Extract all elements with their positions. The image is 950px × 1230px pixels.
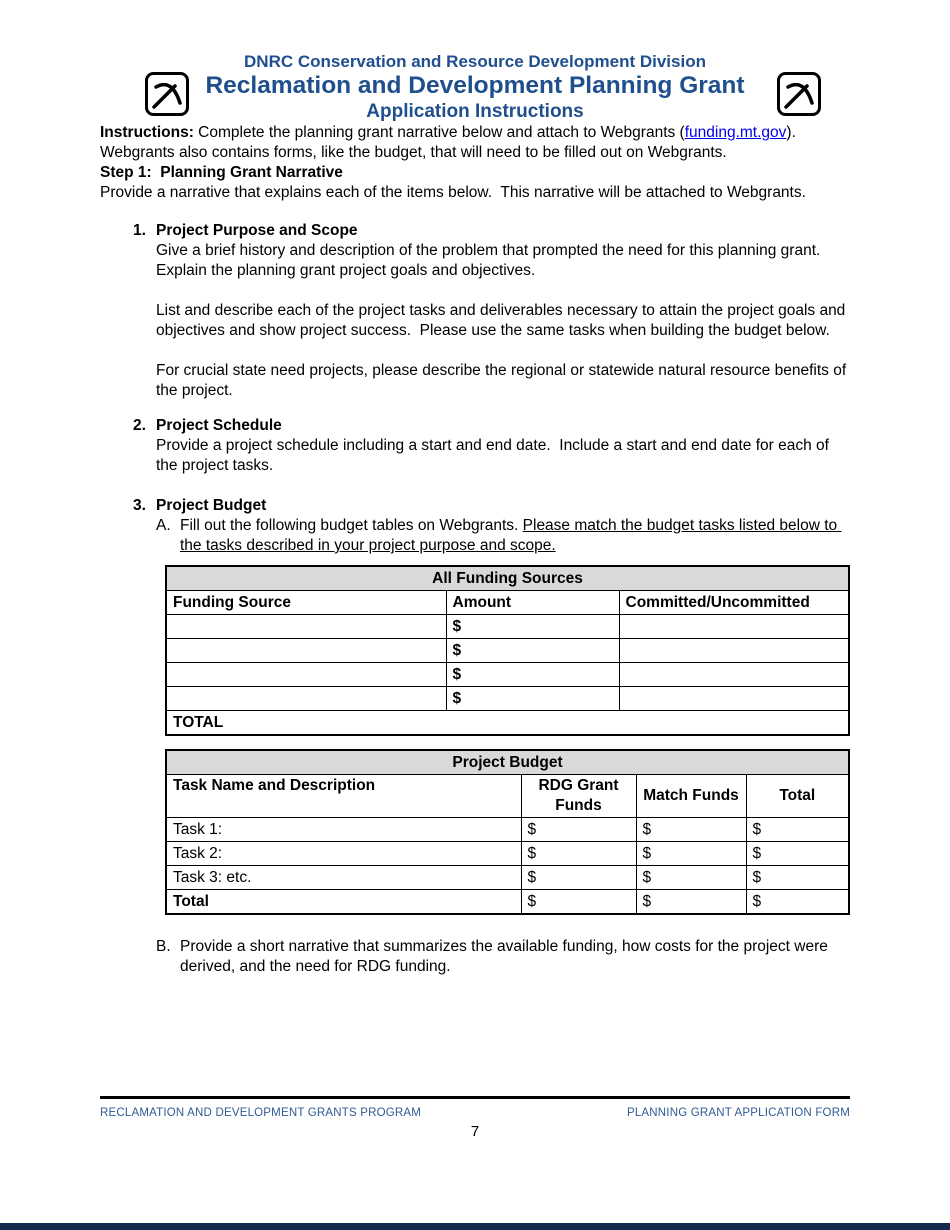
column-header-text: Task Name and Description <box>173 777 376 794</box>
item1-heading-text: Project Purpose and Scope <box>156 222 358 239</box>
sub-item-a-text: Fill out the following budget tables on Webgrants. <box>180 517 523 534</box>
column-header <box>446 591 619 615</box>
page-footer <box>100 1096 850 1140</box>
step1-body <box>100 183 850 203</box>
item1-paragraph <box>156 361 850 401</box>
step1-body-text: Provide a narrative that explains each of the items below. This narrative will be attached to Webgrants. <box>100 184 806 201</box>
rdg-funds-cell <box>521 866 636 890</box>
list-item-project-budget <box>100 496 850 556</box>
footer-left-text: RECLAMATION AND DEVELOPMENT GRANTS PROGRAM <box>100 1107 422 1119</box>
footer-right-text: PLANNING GRANT APPLICATION FORM <box>626 1107 850 1119</box>
column-header-text: Committed/Uncommitted <box>625 593 810 611</box>
cell-text: $ <box>752 820 762 838</box>
org-line-text: DNRC Conservation and Resource Development Division <box>244 52 706 71</box>
task-name-cell <box>166 818 521 842</box>
cell-text: $ <box>642 844 652 862</box>
item2-paragraph <box>156 436 850 476</box>
pickaxe-icon <box>143 70 191 118</box>
column-header-text: Funding Source <box>173 593 291 611</box>
all-funding-sources-table <box>165 565 850 736</box>
column-header-text: Amount <box>452 593 512 611</box>
cell-text: $ <box>752 868 762 886</box>
table-title-text: All Funding Sources <box>432 569 583 587</box>
table-title-row <box>166 750 849 775</box>
rdg-funds-cell <box>521 890 636 915</box>
column-header <box>746 775 849 818</box>
amount-cell <box>446 663 619 687</box>
table-total-row <box>166 890 849 915</box>
item2-paragraph-text: Provide a project schedule including a start and end date. Include a start and end date for each of the project tasks. <box>156 437 834 474</box>
column-header-text: Match Funds <box>643 787 739 804</box>
list-item-body <box>156 221 850 401</box>
table-title-row <box>166 566 849 591</box>
instructions-paragraph <box>100 123 850 163</box>
cell-text: $ <box>642 820 652 838</box>
sub-item-a <box>156 516 850 556</box>
cell-text: $ <box>452 617 462 635</box>
table-row <box>166 866 849 890</box>
item1-paragraph-text: List and describe each of the project tasks and deliverables necessary to attain the project goals and objectives and show project success. Please use the same tasks when building the budget below. <box>156 302 850 339</box>
list-item-body <box>156 496 850 556</box>
task-name-cell <box>166 866 521 890</box>
page-number-text: 7 <box>470 1123 480 1140</box>
funding-source-cell <box>166 615 446 639</box>
instructions-text-after-link: ). Webgrants also contains forms, like the budget, that will need to be filled out on Webgrants. <box>100 124 805 161</box>
item1-paragraph <box>156 301 850 341</box>
item1-paragraph-text: Give a brief history and description of the problem that prompted the need for this planning grant. Explain the planning grant project goals and objectives. <box>156 242 825 279</box>
list-number: 1. <box>133 222 146 239</box>
cell-text: $ <box>752 844 762 862</box>
sub-item-a-underlined-text: Please match the budget tasks listed below to the tasks described in your project purpose and scope. <box>180 517 842 554</box>
list-number: 2. <box>133 417 146 434</box>
funding-source-cell <box>166 639 446 663</box>
item2-heading <box>156 416 850 436</box>
table-title <box>166 566 849 591</box>
table-header-row <box>166 591 849 615</box>
list-item-project-schedule <box>100 416 850 476</box>
column-header <box>636 775 746 818</box>
table-row <box>166 663 849 687</box>
committed-cell <box>619 639 849 663</box>
list-item-body <box>156 416 850 476</box>
sub-item-body <box>180 516 850 556</box>
step1-heading <box>100 163 850 183</box>
document-header <box>0 0 950 123</box>
table-row <box>166 615 849 639</box>
sub-item-b <box>100 937 850 977</box>
cell-text: $ <box>642 892 652 910</box>
page-number <box>100 1123 850 1140</box>
funding-mt-gov-link[interactable]: funding.mt.gov <box>684 124 787 141</box>
cell-text: $ <box>527 868 537 886</box>
org-line <box>0 52 950 72</box>
committed-cell <box>619 615 849 639</box>
pickaxe-icon <box>775 70 823 118</box>
column-header <box>166 775 521 818</box>
total-label-text: TOTAL <box>173 713 224 731</box>
column-header <box>521 775 636 818</box>
table-row <box>166 687 849 711</box>
table-row <box>166 639 849 663</box>
column-header-text: RDG Grant Funds <box>538 777 623 814</box>
total-label-cell <box>166 711 849 736</box>
item3-heading <box>156 496 850 516</box>
amount-cell <box>446 687 619 711</box>
total-cell <box>746 842 849 866</box>
table-title-text: Project Budget <box>452 753 563 771</box>
table-header-row <box>166 775 849 818</box>
document-body <box>100 123 850 977</box>
list-number: 3. <box>133 497 146 514</box>
match-funds-cell <box>636 842 746 866</box>
footer-row <box>100 1107 850 1119</box>
list-item-project-purpose <box>100 221 850 401</box>
page-subtitle-text: Application Instructions <box>366 101 584 122</box>
sub-item-b-text: Provide a short narrative that summarizes the available funding, how costs for the project were derived, and the need for RDG funding. <box>180 938 833 975</box>
item1-paragraph-text: For crucial state need projects, please describe the regional or statewide natural resource benefits of the project. <box>156 362 851 399</box>
sub-item-label: A. <box>156 517 171 534</box>
cell-text: $ <box>452 665 462 683</box>
amount-cell <box>446 639 619 663</box>
cell-text: $ <box>452 641 462 659</box>
item3-heading-text: Project Budget <box>156 497 267 514</box>
table-title <box>166 750 849 775</box>
committed-cell <box>619 687 849 711</box>
committed-cell <box>619 663 849 687</box>
rdg-funds-cell <box>521 842 636 866</box>
cell-text: $ <box>642 868 652 886</box>
item1-heading <box>156 221 850 241</box>
page-title-text: Reclamation and Development Planning Grant <box>205 72 745 99</box>
column-header-text: Total <box>779 787 816 804</box>
cell-text: $ <box>452 689 462 707</box>
cell-text: $ <box>752 892 762 910</box>
sub-item-body <box>180 937 850 977</box>
sub-item-label: B. <box>156 938 171 955</box>
cell-text: $ <box>527 844 537 862</box>
match-funds-cell <box>636 818 746 842</box>
project-budget-table <box>165 749 850 915</box>
cell-text: $ <box>527 892 537 910</box>
total-label-text: Total <box>173 892 209 910</box>
total-cell <box>746 890 849 915</box>
column-header <box>619 591 849 615</box>
funding-source-cell <box>166 663 446 687</box>
instructions-label: Instructions: <box>100 124 194 141</box>
funding-source-cell <box>166 687 446 711</box>
bottom-edge-bar <box>0 1223 950 1230</box>
table-row <box>166 818 849 842</box>
item1-paragraph <box>156 241 850 281</box>
cell-text: Task 2: <box>173 844 223 862</box>
cell-text: $ <box>527 820 537 838</box>
total-cell <box>746 818 849 842</box>
table-total-row <box>166 711 849 736</box>
column-header <box>166 591 446 615</box>
table-row <box>166 842 849 866</box>
match-funds-cell <box>636 866 746 890</box>
amount-cell <box>446 615 619 639</box>
rdg-funds-cell <box>521 818 636 842</box>
total-cell <box>746 866 849 890</box>
step1-heading-text: Step 1: Planning Grant Narrative <box>100 164 343 181</box>
match-funds-cell <box>636 890 746 915</box>
cell-text: Task 3: etc. <box>173 868 252 886</box>
total-label-cell <box>166 890 521 915</box>
instructions-text-before-link: Complete the planning grant narrative below and attach to Webgrants ( <box>193 124 685 141</box>
task-name-cell <box>166 842 521 866</box>
item2-heading-text: Project Schedule <box>156 417 282 434</box>
cell-text: Task 1: <box>173 820 223 838</box>
